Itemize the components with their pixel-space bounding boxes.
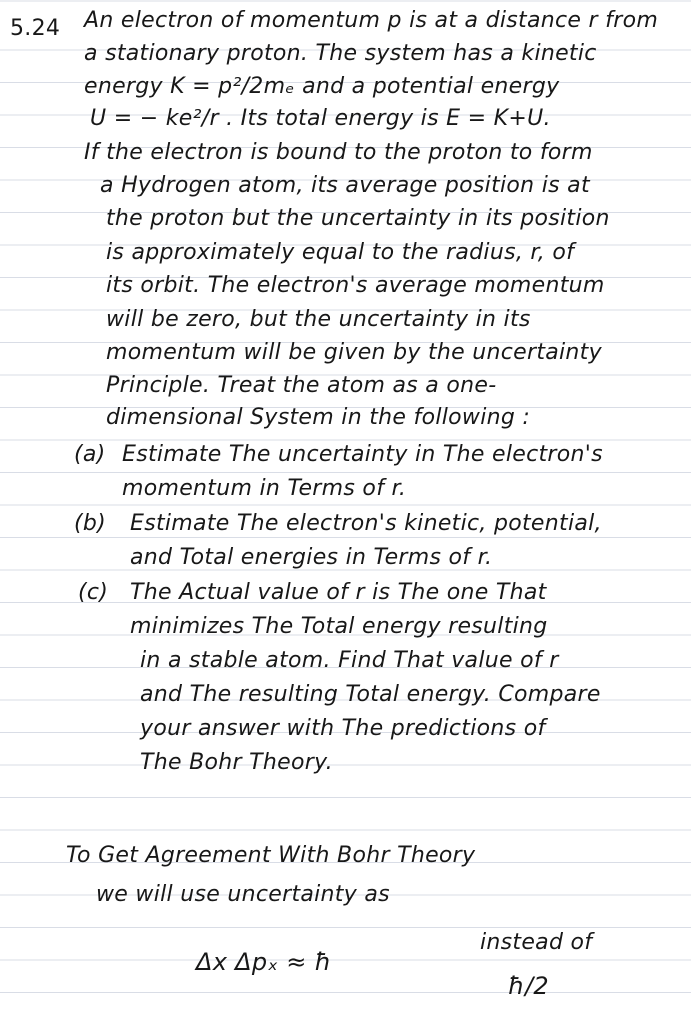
part-c-line: your answer with The predictions of <box>140 716 546 741</box>
part-c-line: The Bohr Theory. <box>140 750 333 775</box>
problem-line: a stationary proton. The system has a kinetic <box>84 41 597 66</box>
problem-line: its orbit. The electron's average momentum <box>106 273 605 298</box>
problem-number: 5.24 <box>10 16 61 41</box>
problem-line: will be zero, but the uncertainty in its <box>106 307 531 332</box>
part-b-line: and Total energies in Terms of r. <box>130 545 493 570</box>
problem-line: energy K = p²/2mₑ and a potential energy <box>84 74 560 99</box>
problem-line: a Hydrogen atom, its average position is at <box>100 173 590 198</box>
problem-line: Principle. Treat the atom as a one- <box>106 373 497 398</box>
problem-line: is approximately equal to the radius, r, of <box>106 240 575 265</box>
problem-line: If the electron is bound to the proton to form <box>84 140 593 165</box>
problem-line: An electron of momentum p is at a distance r from <box>84 8 659 33</box>
problem-line: U = − ke²/r . Its total energy is E = K+U. <box>90 106 551 131</box>
problem-line: momentum will be given by the uncertainty <box>106 340 602 365</box>
part-c-line: minimizes The Total energy resulting <box>130 614 548 639</box>
part-a-line: Estimate The uncertainty in The electron's <box>122 442 603 467</box>
part-a-label: (a) <box>74 442 106 467</box>
part-b-line: Estimate The electron's kinetic, potential, <box>130 511 602 536</box>
instead-of-label: instead of <box>480 930 593 955</box>
note-line: we will use uncertainty as <box>96 882 390 907</box>
problem-line: the proton but the uncertainty in its position <box>106 206 610 231</box>
uncertainty-equation: Δx Δpₓ ≈ ħ <box>196 948 332 976</box>
part-c-line: The Actual value of r is The one That <box>130 580 547 605</box>
problem-line: dimensional System in the following : <box>106 405 531 430</box>
part-c-line: and The resulting Total energy. Compare <box>140 682 601 707</box>
part-b-label: (b) <box>74 511 107 536</box>
part-c-line: in a stable atom. Find That value of r <box>140 648 559 673</box>
part-c-label: (c) <box>78 580 109 605</box>
note-line: To Get Agreement With Bohr Theory <box>66 843 476 868</box>
hbar-over-two: ħ/2 <box>508 972 549 1000</box>
part-a-line: momentum in Terms of r. <box>122 476 407 501</box>
